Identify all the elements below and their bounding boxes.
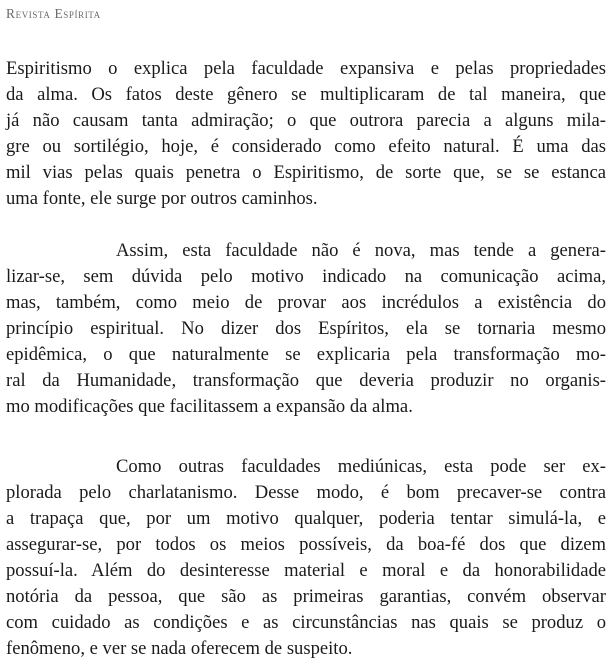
text-line: Assim, esta faculdade não é nova, mas tende a genera- — [116, 240, 606, 261]
text-line: uma fonte, ele surge por outros caminhos. — [6, 188, 318, 209]
text-line: possuí-la. Além do desinteresse material e moral e da honorabilidade — [6, 560, 606, 581]
text-line: mil vias pelas quais penetra o Espiritismo, de sorte que, se se estanca — [6, 162, 606, 183]
text-line: gre ou sortilégio, hoje, é considerado como efeito natural. É uma das — [6, 136, 606, 157]
text-line: Como outras faculdades mediúnicas, esta pode ser ex- — [116, 456, 606, 477]
text-line: ral da Humanidade, transformação que deveria produzir no organis- — [6, 370, 606, 391]
text-line: com cuidado as condições e as circunstâncias nas quais se produz o — [6, 612, 606, 633]
text-line: da alma. Os fatos deste gênero se multiplicaram de tal maneira, que — [6, 84, 606, 105]
text-line: Espiritismo o explica pela faculdade expansiva e pelas propriedades — [6, 58, 606, 79]
text-line: mas, também, como meio de provar aos incrédulos a existência do — [6, 292, 606, 313]
text-line: plorada pelo charlatanismo. Desse modo, é bom precaver-se contra — [6, 482, 606, 503]
text-line: assegurar-se, por todos os meios possíveis, da boa-fé dos que dizem — [6, 534, 606, 555]
text-line: epidêmica, o que naturalmente se explicaria pela transformação mo- — [6, 344, 606, 365]
text-line: notória da pessoa, que são as primeiras garantias, convém observar — [6, 586, 606, 607]
paragraph-1 — [6, 56, 606, 212]
text-line: lizar-se, sem dúvida pelo motivo indicado na comunicação acima, — [6, 266, 606, 287]
running-head: Revista Espírita — [6, 6, 101, 21]
text-line: fenômeno, e ver se nada oferecem de suspeito. — [6, 638, 353, 659]
text-line: a trapaça que, por um motivo qualquer, poderia tentar simulá-la, e — [6, 508, 606, 529]
text-line: mo modificações que facilitassem a expansão da alma. — [6, 396, 413, 417]
paragraph-3 — [6, 454, 606, 662]
paragraph-2 — [6, 238, 606, 420]
text-line: já não causam tanta admiração; o que outrora parecia a alguns mila- — [6, 110, 606, 131]
text-line: princípio espiritual. No dizer dos Espíritos, ela se tornaria mesmo — [6, 318, 606, 339]
